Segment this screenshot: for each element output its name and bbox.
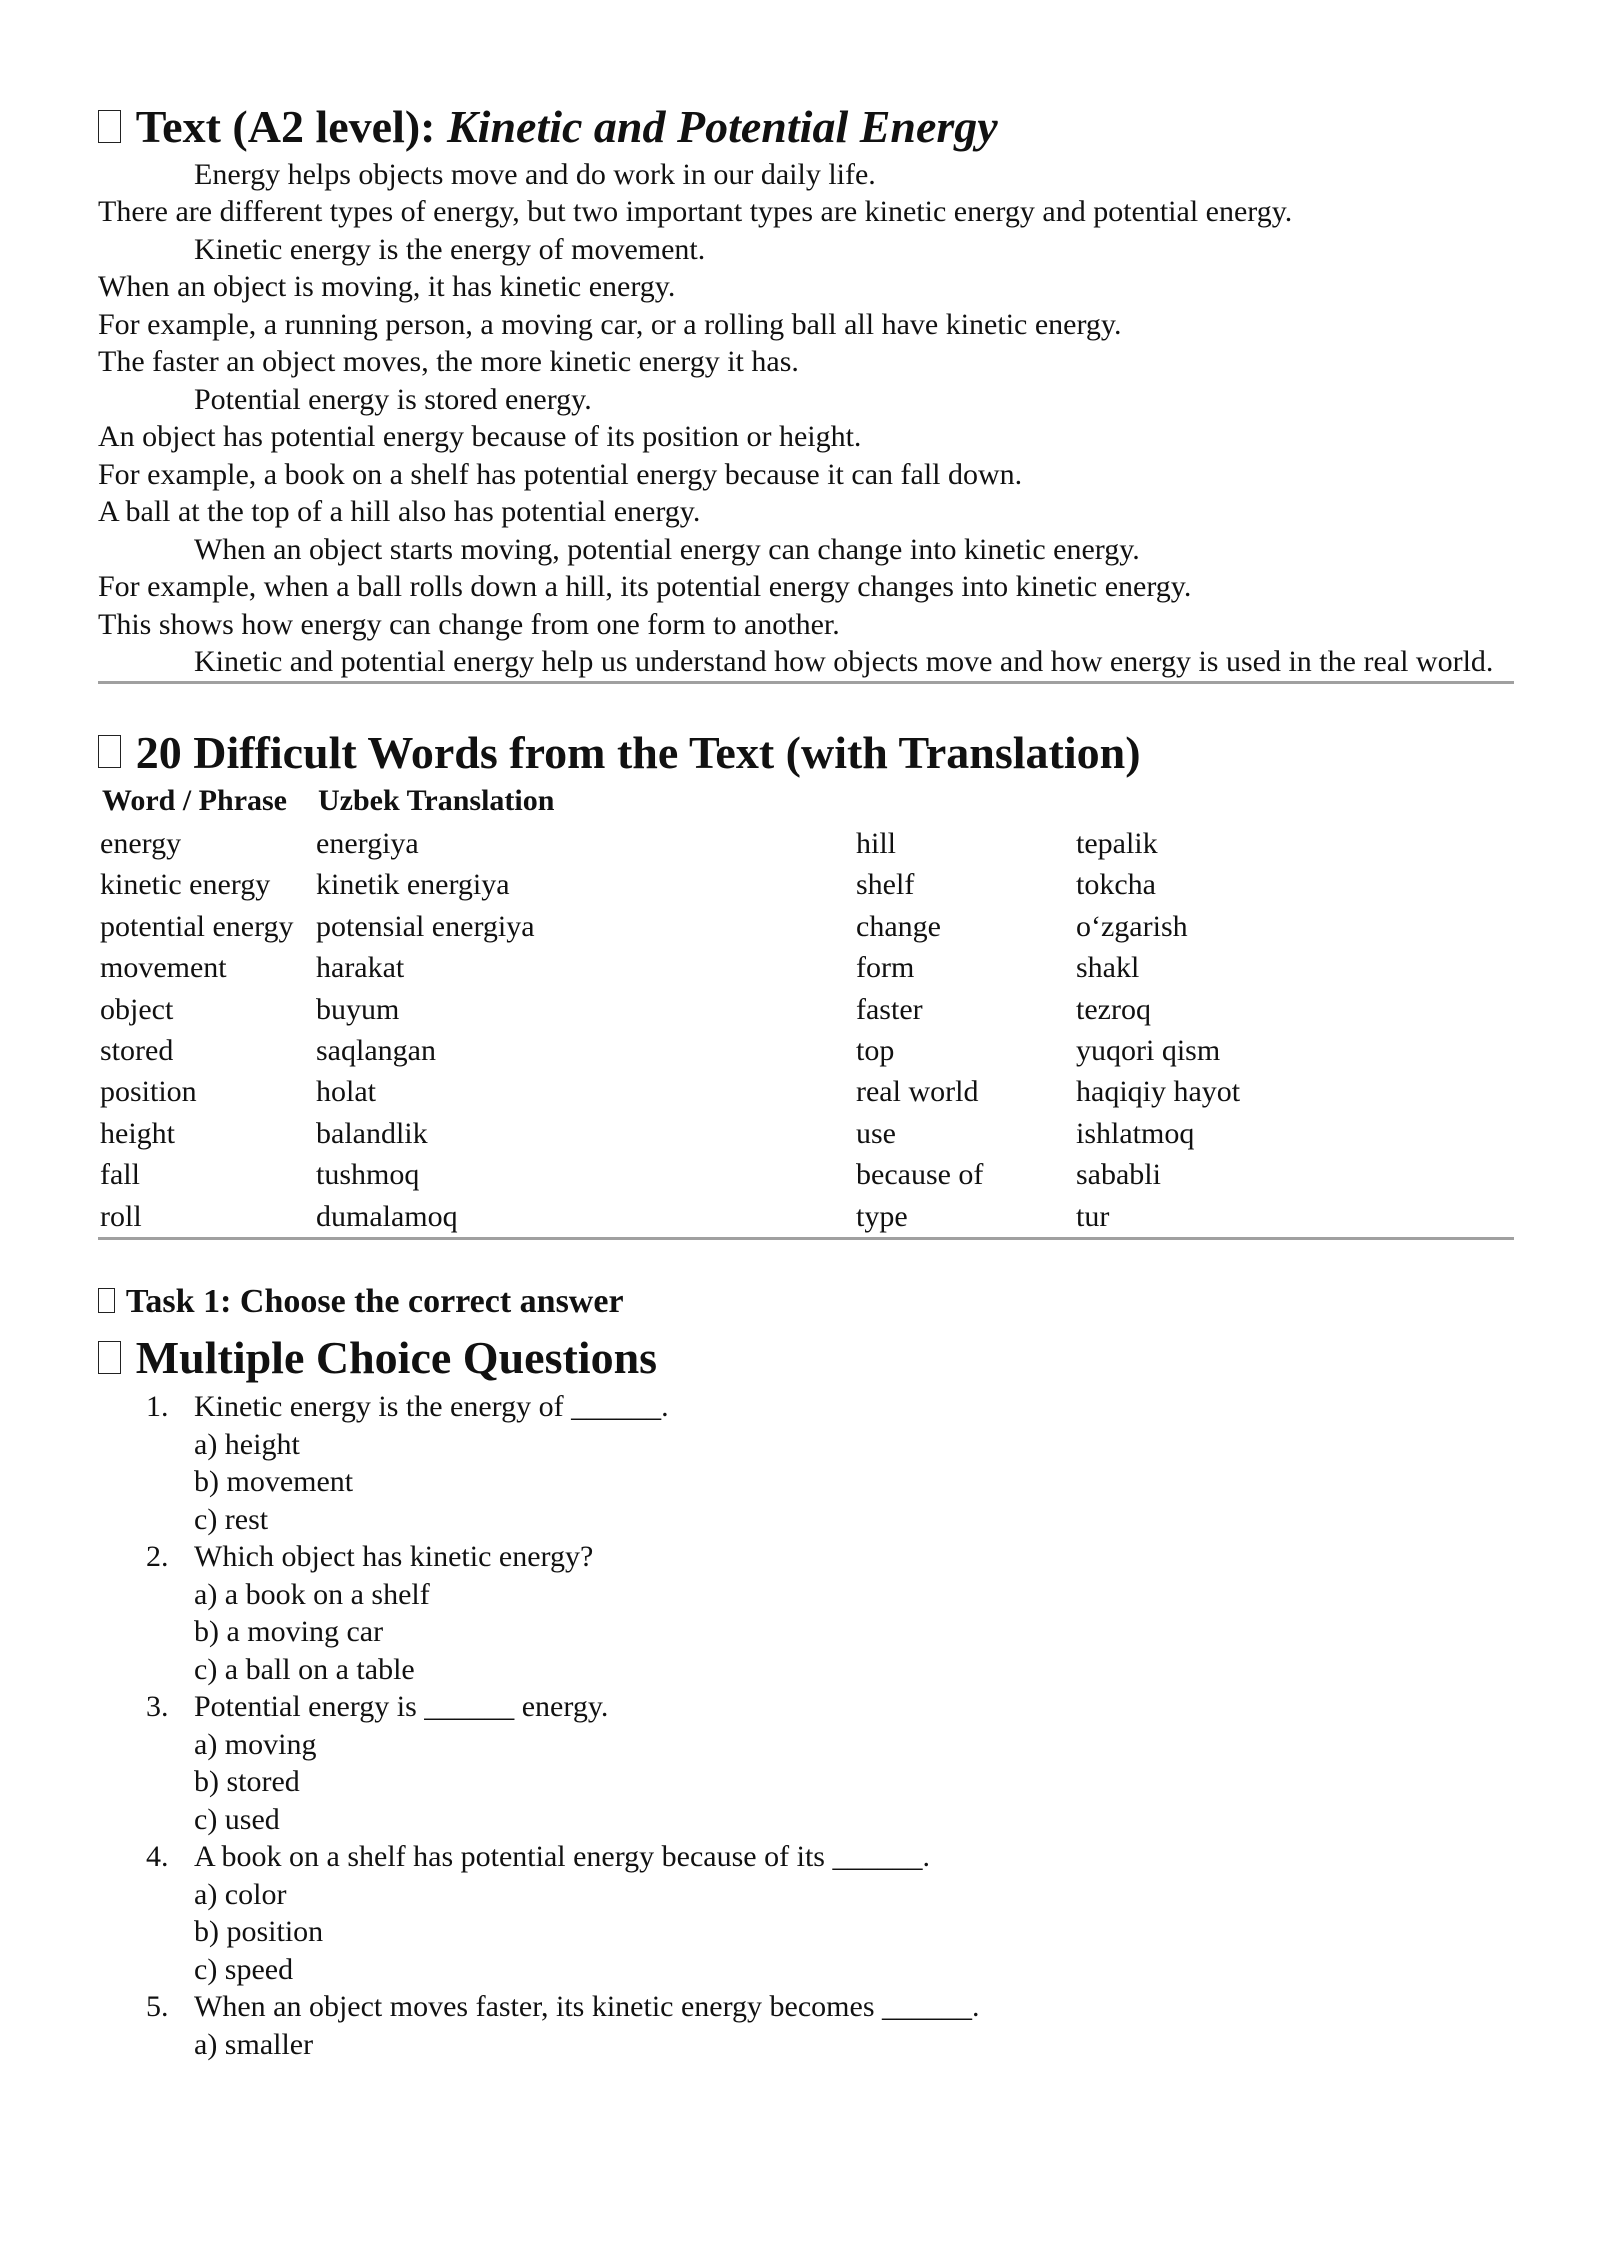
word-cell: shelf: [856, 868, 915, 902]
vocabulary-row: [98, 947, 1514, 988]
answer-option: a) moving: [194, 1727, 317, 1761]
reading-line: For example, a running person, a moving car, or a rolling ball all have kinetic energy.: [98, 307, 1122, 341]
translation-cell: yuqori qism: [1076, 1034, 1221, 1068]
answer-option: b) a moving car: [194, 1615, 384, 1649]
vocabulary-row: [98, 864, 1514, 905]
translation-cell: balandlik: [316, 1116, 428, 1150]
question-item: [98, 1838, 1514, 1988]
reading-heading-title: Kinetic and Potential Energy: [446, 101, 998, 152]
mcq-heading-text: Multiple Choice Questions: [135, 1332, 658, 1384]
vocabulary-section: [98, 724, 1514, 1241]
column-header-empty: [1074, 783, 1514, 823]
answer-option: c) a ball on a table: [194, 1652, 415, 1686]
task-heading: [98, 1280, 1514, 1324]
word-cell: movement: [100, 951, 227, 985]
answer-option: a) smaller: [194, 2027, 314, 2061]
question-item: [98, 1388, 1514, 1538]
missing-glyph-icon: [98, 735, 121, 768]
word-cell: real world: [856, 1075, 979, 1109]
answer-option: c) rest: [194, 1502, 269, 1536]
column-header-empty: [854, 783, 1074, 823]
translation-cell: dumalamoq: [316, 1199, 458, 1233]
vocabulary-row: [98, 906, 1514, 947]
translation-cell: harakat: [316, 951, 405, 985]
reading-line: When an object starts moving, potential energy can change into kinetic energy.: [194, 532, 1140, 566]
question-text: Kinetic energy is the energy of ______.: [194, 1390, 669, 1424]
translation-cell: tezroq: [1076, 992, 1151, 1026]
vocabulary-row: [98, 1113, 1514, 1154]
word-cell: top: [856, 1034, 895, 1068]
answer-option: a) a book on a shelf: [194, 1577, 430, 1611]
reading-text: [98, 156, 1514, 681]
translation-cell: saqlangan: [316, 1034, 436, 1068]
reading-line: For example, when a ball rolls down a hill, its potential energy changes into kinetic energy.: [98, 570, 1192, 603]
translation-cell: shakl: [1076, 951, 1140, 985]
word-cell: hill: [856, 827, 897, 860]
reading-line: A ball at the top of a hill also has potential energy.: [98, 495, 701, 528]
vocabulary-row: [98, 823, 1514, 864]
question-number: 5.: [146, 1990, 169, 2024]
reading-line: Kinetic and potential energy help us understand how objects move and how energy is used in the real world.: [194, 645, 1494, 678]
word-cell: because of: [856, 1158, 984, 1192]
translation-cell: kinetik energiya: [316, 868, 510, 902]
reading-line: There are different types of energy, but two important types are kinetic energy and potential energy.: [98, 195, 1293, 228]
question-list: [98, 1388, 1514, 2063]
answer-option: a) color: [194, 1877, 287, 1911]
vocabulary-heading: [98, 724, 1514, 782]
question-text: Potential energy is ______ energy.: [194, 1690, 609, 1724]
column-header-translation: Uzbek Translation: [318, 784, 555, 817]
translation-cell: holat: [316, 1075, 376, 1109]
task-section: [98, 1280, 1514, 2063]
missing-glyph-icon: [98, 1288, 115, 1312]
word-cell: height: [100, 1116, 175, 1150]
translation-cell: energiya: [316, 827, 419, 860]
answer-option: b) movement: [194, 1465, 354, 1499]
word-cell: roll: [100, 1199, 142, 1233]
question-number: 3.: [146, 1690, 169, 1724]
vocabulary-rows: [98, 823, 1514, 1237]
vocabulary-row: [98, 1071, 1514, 1112]
answer-option: b) stored: [194, 1765, 300, 1799]
question-item: [98, 1688, 1514, 1838]
word-cell: change: [856, 909, 941, 943]
answer-option: c) used: [194, 1802, 280, 1836]
section-divider: [98, 1237, 1514, 1240]
reading-line: This shows how energy can change from one form to another.: [98, 607, 840, 641]
question-number: 2.: [146, 1540, 169, 1574]
reading-line: Potential energy is stored energy.: [194, 382, 592, 416]
translation-cell: tur: [1076, 1199, 1110, 1233]
vocabulary-row: [98, 1030, 1514, 1071]
word-cell: object: [100, 992, 174, 1026]
question-number: 4.: [146, 1840, 169, 1874]
question-number: 1.: [146, 1390, 169, 1424]
vocabulary-table: [98, 783, 1514, 1237]
reading-heading: [98, 98, 1514, 156]
missing-glyph-icon: [98, 110, 121, 143]
translation-cell: sababli: [1076, 1158, 1161, 1192]
word-cell: position: [100, 1075, 197, 1109]
reading-line: When an object is moving, it has kinetic energy.: [98, 270, 676, 303]
task-heading-text: Task 1: Choose the correct answer: [125, 1283, 624, 1321]
document-page: [98, 98, 1514, 2063]
translation-cell: tushmoq: [316, 1158, 420, 1192]
reading-section: [98, 98, 1514, 684]
reading-heading-prefix: Text (A2 level):: [135, 101, 447, 152]
mcq-heading: [98, 1328, 1514, 1388]
reading-line: The faster an object moves, the more kinetic energy it has.: [98, 345, 799, 378]
question-item: [98, 1988, 1514, 2063]
section-divider: [98, 681, 1514, 684]
missing-glyph-icon: [98, 1341, 121, 1374]
reading-line: Kinetic energy is the energy of movement.: [194, 232, 706, 266]
word-cell: potential energy: [100, 909, 294, 943]
word-cell: faster: [856, 992, 923, 1026]
translation-cell: ishlatmoq: [1076, 1116, 1195, 1150]
vocabulary-row: [98, 1196, 1514, 1237]
column-header-word: Word / Phrase: [102, 784, 287, 817]
reading-line: An object has potential energy because of its position or height.: [98, 420, 862, 453]
translation-cell: tepalik: [1076, 827, 1158, 860]
question-text: Which object has kinetic energy?: [194, 1540, 594, 1574]
word-cell: form: [856, 951, 915, 985]
answer-option: b) position: [194, 1915, 324, 1949]
question-item: [98, 1538, 1514, 1688]
translation-cell: haqiqiy hayot: [1076, 1075, 1241, 1109]
vocabulary-row: [98, 989, 1514, 1030]
word-cell: stored: [100, 1034, 174, 1068]
vocabulary-header-row: [98, 783, 1514, 823]
translation-cell: tokcha: [1076, 868, 1156, 902]
word-cell: use: [856, 1116, 896, 1150]
question-text: When an object moves faster, its kinetic energy becomes ______.: [194, 1990, 980, 2024]
translation-cell: o‘zgarish: [1076, 909, 1188, 943]
vocabulary-row: [98, 1154, 1514, 1195]
reading-line: Energy helps objects move and do work in our daily life.: [194, 157, 876, 191]
answer-option: a) height: [194, 1427, 300, 1461]
reading-line: For example, a book on a shelf has potential energy because it can fall down.: [98, 457, 1023, 491]
word-cell: energy: [100, 827, 182, 860]
word-cell: fall: [100, 1158, 140, 1192]
answer-option: c) speed: [194, 1952, 294, 1986]
vocabulary-heading-text: 20 Difficult Words from the Text (with Translation): [135, 726, 1141, 778]
translation-cell: buyum: [316, 992, 400, 1026]
translation-cell: potensial energiya: [316, 909, 535, 943]
word-cell: kinetic energy: [100, 868, 271, 902]
question-text: A book on a shelf has potential energy because of its ______.: [194, 1840, 930, 1874]
word-cell: type: [856, 1199, 908, 1233]
